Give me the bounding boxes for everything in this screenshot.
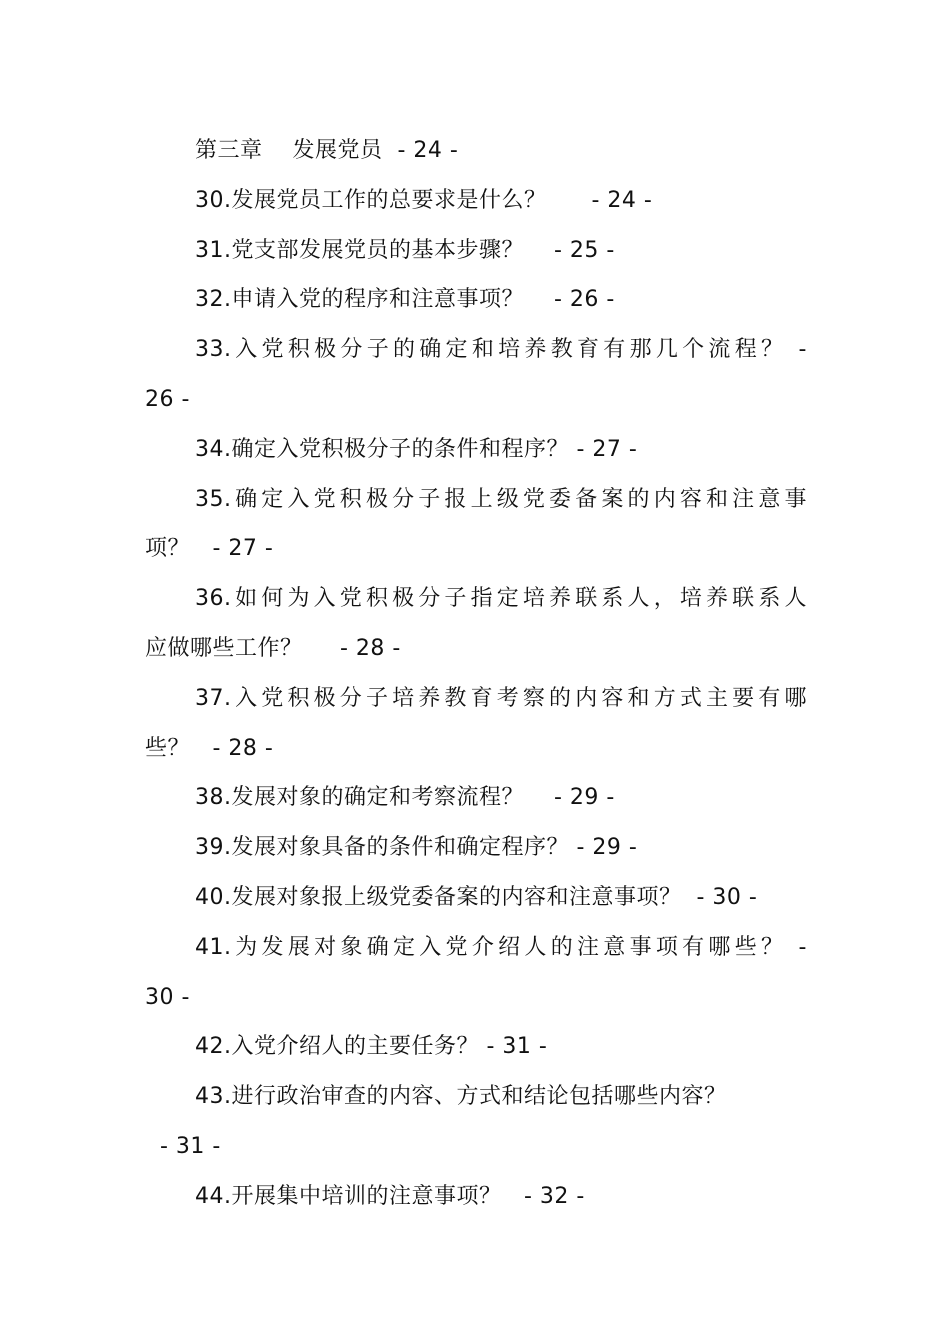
table-of-contents xyxy=(145,126,807,1222)
toc-entry-37-continued: 些？ - 28 - xyxy=(145,735,274,761)
toc-entry-37: 37.入党积极分子培养教育考察的内容和方式主要有哪 xyxy=(195,685,807,711)
toc-entry-36-continued: 应做哪些工作？ - 28 - xyxy=(145,635,401,661)
toc-entry-39: 39.发展对象具备的条件和确定程序？ - 29 - xyxy=(195,835,638,861)
toc-entry-44: 44.开展集中培训的注意事项？ - 32 - xyxy=(195,1183,585,1209)
toc-entry-36: 36.如何为入党积极分子指定培养联系人，培养联系人 xyxy=(195,586,807,612)
toc-entry-30: 30.发展党员工作的总要求是什么？ - 24 - xyxy=(195,187,653,213)
toc-entry-34: 34.确定入党积极分子的条件和程序？ - 27 - xyxy=(195,436,638,462)
toc-entry-41: 41.为发展对象确定入党介绍人的注意事项有哪些？ - xyxy=(195,934,807,960)
toc-entry-41-continued: 30 - xyxy=(145,984,190,1010)
toc-entry-40: 40.发展对象报上级党委备案的内容和注意事项？ - 30 - xyxy=(195,884,758,910)
toc-chapter-heading: 第三章 发展党员 - 24 - xyxy=(195,138,459,163)
toc-entry-38: 38.发展对象的确定和考察流程？ - 29 - xyxy=(195,785,615,811)
toc-entry-32: 32.申请入党的程序和注意事项？ - 26 - xyxy=(195,287,615,313)
toc-entry-43-continued: - 31 - xyxy=(145,1133,221,1159)
toc-entry-31: 31.党支部发展党员的基本步骤？ - 25 - xyxy=(195,237,615,263)
toc-entry-33: 33.入党积极分子的确定和培养教育有那几个流程？ - xyxy=(195,337,807,363)
toc-entry-35-continued: 项？ - 27 - xyxy=(145,536,274,562)
toc-entry-42: 42.入党介绍人的主要任务？ - 31 - xyxy=(195,1034,548,1060)
toc-entry-35: 35.确定入党积极分子报上级党委备案的内容和注意事 xyxy=(195,486,807,512)
toc-entry-33-continued: 26 - xyxy=(145,386,190,412)
toc-entry-43: 43.进行政治审查的内容、方式和结论包括哪些内容？ xyxy=(195,1084,727,1110)
